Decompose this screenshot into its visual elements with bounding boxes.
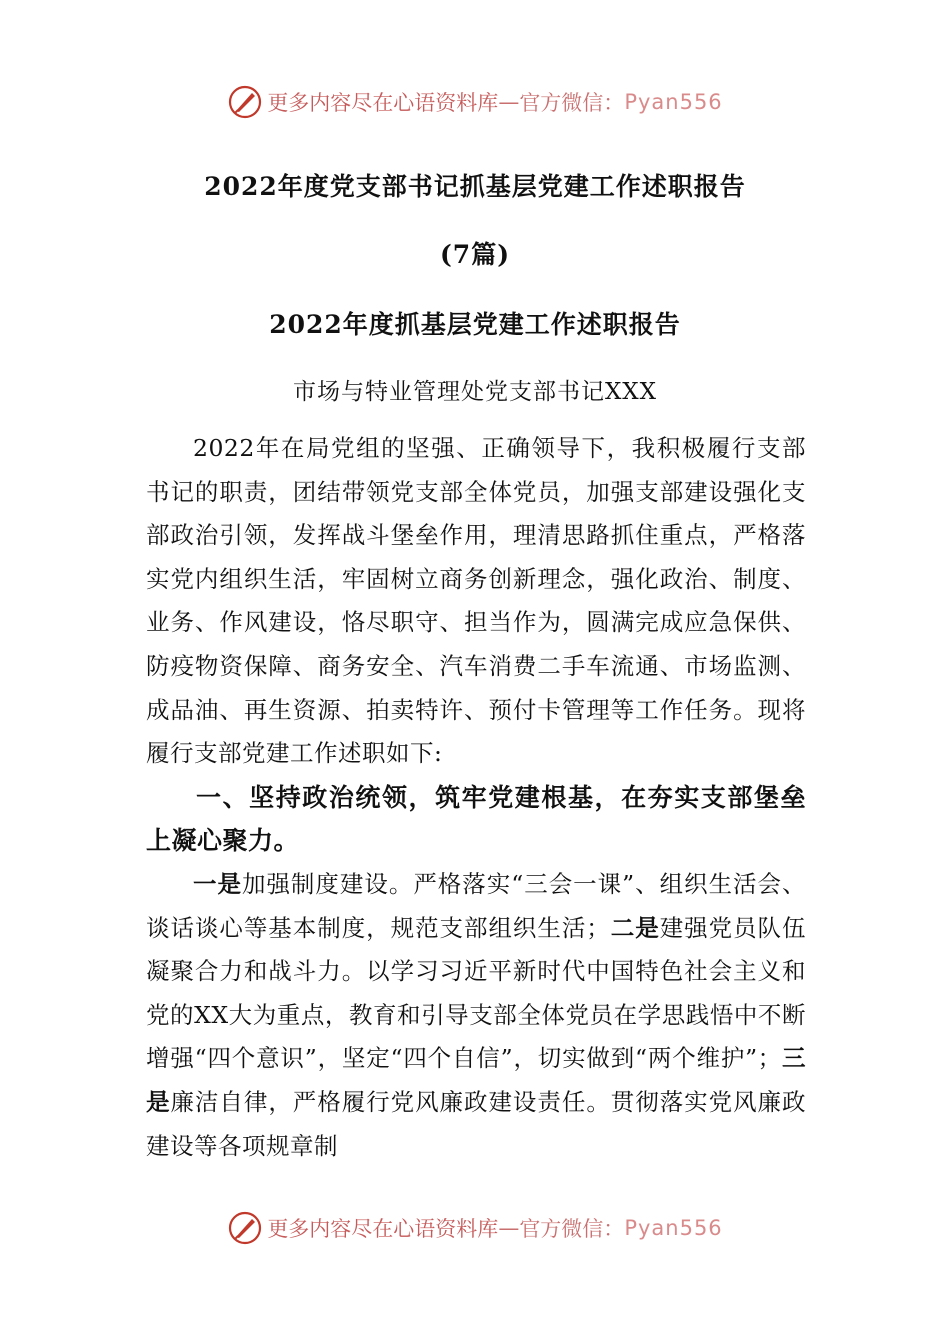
- banner-dash: —: [498, 1216, 520, 1240]
- intro-paragraph: 2022年在局党组的坚强、正确领导下，我积极履行支部书记的职责，团结带领党支部全体党员，加强支部建设强化支部政治引领，发挥战斗堡垒作用，理清思路抓住重点，严格落实党内组织生活，牢固树立商务创新理念，强化政治、制度、业务、作风建设，恪尽职守、担当作为，圆满完成应急保供、防疫物资保障、商务安全、汽车消费二手车流通、市场监测、成品油、再生资源、拍卖特许、预付卡管理等工作任务。现将履行支部党建工作述职如下:: [146, 434, 806, 768]
- banner-brand: 更多内容尽在心语资料库: [267, 91, 499, 115]
- point-text-1: 加强制度建设。严格落实“三会一课”、组织生活会、谈话谈心等基本制度，规范支部组织生活；: [146, 869, 807, 942]
- footer-watermark: [0, 1208, 950, 1248]
- banner-wechat-label: 官方微信：: [519, 1217, 625, 1241]
- document-body: [146, 427, 806, 1168]
- point-lead-1: 一是: [193, 869, 242, 898]
- document-count: (7篇): [439, 240, 511, 269]
- report-subtitle: 2022年度抓基层党建工作述职报告: [269, 310, 681, 339]
- point-text-2: 建强党员队伍凝聚合力和战斗力。以学习习近平新时代中国特色社会主义和党的XX大为重点，教育和引导支部全体党员在学思践悟中不断增强“四个意识”，坚定“四个自信”，切实做到“两个维护”；: [146, 913, 807, 1073]
- report-author: 市场与特业管理处党支部书记XXX: [292, 379, 658, 405]
- banner-dash: —: [498, 90, 520, 114]
- point-lead-3: 三是: [146, 1044, 806, 1116]
- section-heading: 一、坚持政治统领，筑牢党建根基，在夯实支部堡垒上凝心聚力。: [146, 782, 806, 856]
- quill-pen-logo-icon: [227, 1210, 263, 1246]
- point-text-3: 廉洁自律，严格履行党风廉政建设责任。贯彻落实党风廉政建设等各项规章制: [146, 1087, 807, 1160]
- banner-wechat-id: Pyan556: [624, 90, 723, 114]
- quill-pen-logo-icon: [227, 84, 263, 120]
- point-lead-2: 二是: [610, 913, 660, 942]
- section-paragraph: [146, 863, 806, 1168]
- banner-brand: 更多内容尽在心语资料库: [267, 1217, 499, 1241]
- banner-wechat-label: 官方微信：: [519, 91, 625, 115]
- banner-wechat-id: Pyan556: [624, 1216, 723, 1240]
- document-title: 2022年度党支部书记抓基层党建工作述职报告: [204, 172, 746, 201]
- header-watermark: [0, 82, 950, 122]
